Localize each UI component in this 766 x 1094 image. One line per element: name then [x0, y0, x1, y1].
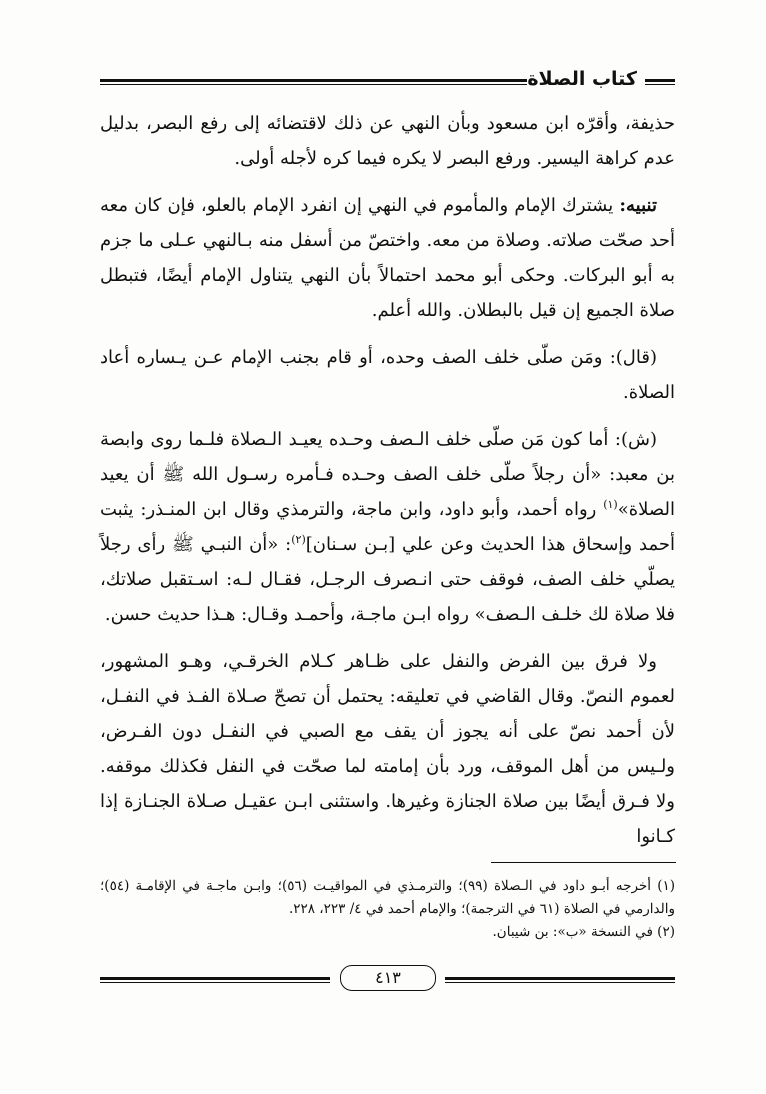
paragraph: ولا فرق بين الفرض والنفل على ظـاهر كـلام الخرقـي، وهـو المشهور، لعموم النصّ. وقال القاضي في تعليقه: يحتمل أن تصحّ صـلاة الفـذ في النفـل، لأن أحمد نصّ على أنه يجوز أن يقف مع الصبي في النفـل دون الفـرض، ولـيس من أهل الموقف، ورد بأن إمامته لما صحّت في النفل فكذلك موقفه. ولا فـرق أيضًا بين صلاة الجنازة وغيرها. واستثنى ابـن عقيـل صـلاة الجنـازة إذا كـانوا [100, 651, 675, 847]
paragraph-text: (ش): أما كون مَن صلّى خلف الـصف وحـده يعيـد الـصلاة فلـما روى وابصة بن معبد: «أن رجلاً صلّى خلف الصف وحـده فـأمره رسـول الله ﷺ أن يعيد الصلاة» [100, 429, 675, 520]
body-text [100, 110, 675, 866]
paragraph-commentary [100, 422, 675, 632]
header-rule-short [645, 79, 675, 85]
page-footer [100, 965, 675, 991]
note-label: تنبيه: [619, 195, 657, 216]
footer-rule [100, 977, 330, 983]
running-header [100, 66, 675, 96]
paragraph-text: : «أن النبـي ﷺ رأى رجلاً يصلّي خلف الصف، فوقف حتى انـصرف الرجـل، فقـال لـه: اسـتقبل صلاتك، فلا صلاة لك خلـف الـصف» رواه ابـن ماجـة، وأحمـد وقـال: هـذا حديث حسن. [100, 534, 675, 625]
paragraph-note [100, 188, 675, 328]
footnotes [100, 875, 675, 944]
footnote: (١) أخرجه أبـو داود في الـصلاة (٩٩)؛ والترمـذي في المواقيـت (٥٦)؛ وابـن ماجـة في الإقامـة (٥٤)؛ والدارمي في الصلاة (٦١ في الترجمة)؛ والإمام أحمد في ٤/ ٢٢٣، ٢٢٨. [100, 878, 676, 917]
footnote: (٢) في النسخة «ب»: بن شيبان. [492, 924, 675, 940]
paragraph-text: رواه أحمد، وأبو داود، وابن ماجة، والترمذي وقال ابن المنـذر: يثبت أحمد وإسحاق هذا الحديث وعن علي [بـن سـنان] [100, 499, 675, 555]
footnote-ref: (٢) [291, 533, 306, 546]
paragraph-text: يشترك الإمام والمأموم في النهي إن انفرد الإمام بالعلو، فإن كان معه أحد صحّت صلاته. وصلاة من معه. واختصّ من أسفل منه بـالنهي عـلى ما جزم به أبو البركات. وحكى أبو محمد احتمالاً بأن النهي يتناول الإمام أيضًا، فتبطل صلاة الجميع إن قيل بالبطلان. والله أعلم. [100, 195, 675, 321]
page-number: ٤١٣ [340, 965, 436, 991]
footer-rule [445, 977, 675, 983]
footnote-separator [491, 862, 676, 863]
footnote-ref: (١) [603, 498, 618, 511]
header-rule [100, 79, 527, 85]
paragraph: حذيفة، وأقرّه ابن مسعود وبأن النهي عن ذلك لاقتضائه إلى رفع البصر، بدليل عدم كراهة اليسير. ورفع البصر لا يكره فيما كره لأجله أولى. [100, 113, 675, 169]
paragraph: (قال): ومَن صلّى خلف الصف وحده، أو قام بجنب الإمام عـن يـساره أعاد الصلاة. [100, 347, 675, 403]
chapter-title: كتاب الصلاة [527, 68, 637, 90]
